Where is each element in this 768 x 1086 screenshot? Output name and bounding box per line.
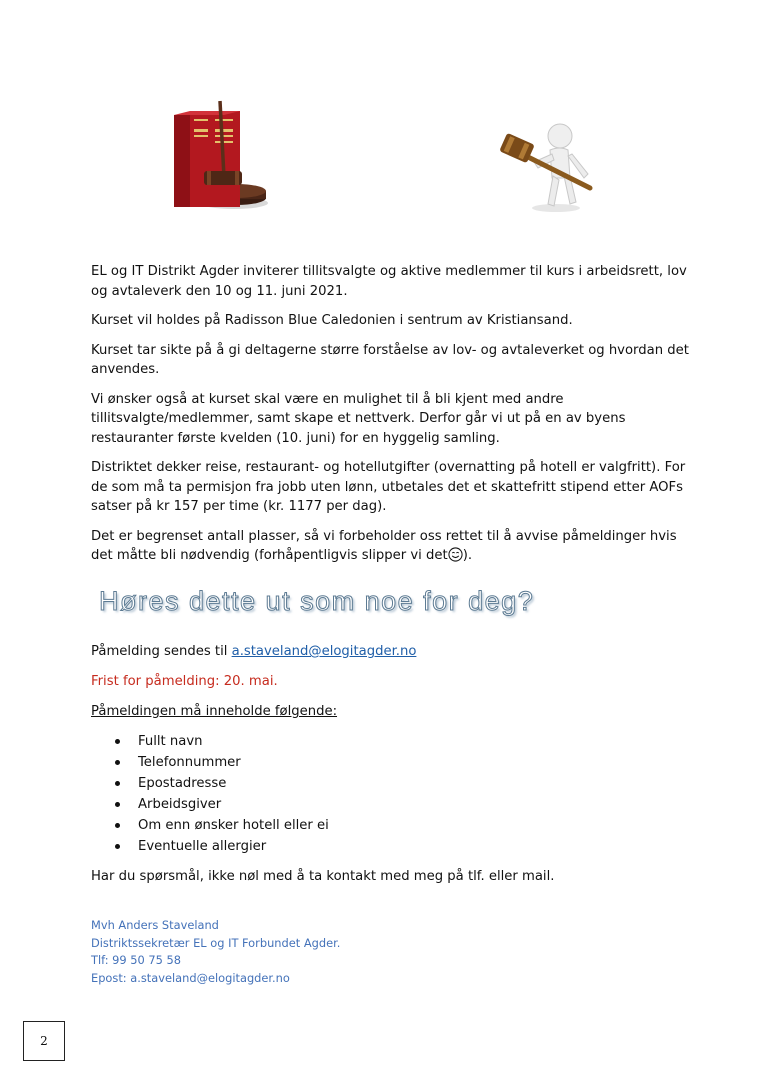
headline: Høres dette ut som noe for deg? [99, 586, 535, 616]
signature-block [91, 917, 340, 988]
list-item: Arbeidsgiver [91, 794, 691, 815]
smiley-icon [448, 547, 463, 562]
signup-section [91, 642, 691, 896]
requirements-list [91, 731, 691, 858]
signature-email: Epost: a.staveland@elogitagder.no [91, 971, 290, 986]
limited-seats-end: ). [462, 548, 473, 563]
list-item: Eventuelle allergier [91, 836, 691, 857]
signup-line [91, 642, 691, 662]
signature-greeting: Mvh Anders Staveland [91, 918, 219, 932]
questions-text: Har du spørsmål, ikke nøl med å ta kontakt med meg på tlf. eller mail. [91, 868, 555, 884]
signature-phone: Tlf: 99 50 75 58 [91, 953, 182, 968]
paragraph-network: Vi ønsker også at kurset skal være en mulighet til å bli kjent med andre tillitsvalgte/medlemmer, samt skape et nettverk. Derfor går vi ut på en av byens restauranter første kvelden (10. juni) for en hyggelig samling. [91, 391, 626, 446]
figure-gavel-image [498, 118, 598, 213]
paragraph-costs: Distriktet dekker reise, restaurant- og hotellutgifter (overnatting på hotell er valgfritt). For de som må ta permisjon fra jobb uten lønn, utbetales det et skattefritt stipend etter AOFs satser på kr 157 per time (kr. 1177 per dag). [91, 460, 686, 514]
requirements-title: Påmeldingen må inneholde følgende: [91, 704, 338, 719]
signup-prefix: Påmelding sendes til [91, 644, 232, 659]
signup-email-link[interactable]: a.staveland@elogitagder.no [231, 644, 417, 659]
intro-text [91, 262, 691, 576]
signature-title: Distriktssekretær EL og IT Forbundet Agder. [91, 935, 341, 950]
paragraph-purpose: Kurset tar sikte på å gi deltagerne større forståelse av lov- og avtaleverket og hvordan det anvendes. [91, 342, 689, 377]
paragraph-limited-seats [91, 527, 691, 566]
limited-seats-text: Det er begrenset antall plasser, så vi forbeholder oss rettet til å avvise påmeldinger hvis det måtte bli nødvendig (forhåpentligvis slipper vi det [91, 528, 677, 563]
list-item: Om enn ønsker hotell eller ei [91, 815, 691, 836]
list-item: Epostadresse [91, 773, 691, 794]
deadline-text: Frist for påmelding: 20. mai. [91, 674, 278, 689]
page-number: 2 [40, 1034, 48, 1048]
page-number-box [23, 1021, 65, 1061]
paragraph-invitation: EL og IT Distrikt Agder inviterer tillitsvalgte og aktive medlemmer til kurs i arbeidsrett, lov og avtaleverk den 10 og 11. juni 2021. [91, 264, 687, 299]
list-item: Telefonnummer [91, 752, 691, 773]
list-item: Fullt navn [91, 731, 691, 752]
paragraph-venue: Kurset vil holdes på Radisson Blue Caledonien i sentrum av Kristiansand. [91, 313, 573, 328]
law-book-gavel-image [160, 95, 270, 215]
